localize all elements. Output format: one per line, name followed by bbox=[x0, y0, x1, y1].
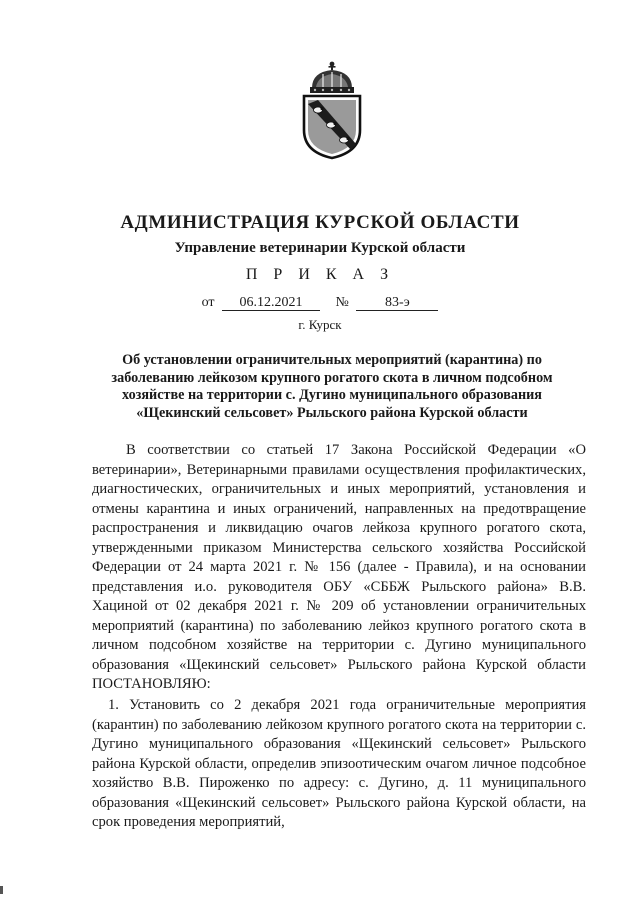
date-prefix: от bbox=[201, 295, 215, 310]
city: г. Курск bbox=[298, 317, 342, 332]
body-paragraph-1: В соответствии со статьей 17 Закона Российской Федерации «О ветеринарии», Ветеринарными правилами осуществления профилактических, диагностических, ограничительных и иных мероприятий, установления и отмены карантина и иных ограничений, направленных на предотвращение распространения и ликвидацию очагов лейкоза крупного рогатого скота, утвержденными приказом Министерства сельского хозяйства Российской Федерации от 24 марта 2021 г. № 156 (далее - Правила), и на основании представления и.о. руководителя ОБУ «СББЖ Рыльского района» В.В. Хациной от 02 декабря 2021 г. № 209 об установлении ограничительных мероприятий (карантина) по заболеванию лейкоз крупного рогатого скота в личном подсобном хозяйстве на территории с. Дугино муниципального образования «Щекинский сельсовет» Рыльского района Курской области ПОСТАНОВЛЯЮ: bbox=[92, 442, 586, 692]
kursk-coat-of-arms bbox=[296, 60, 368, 160]
document-type: П Р И К А З bbox=[245, 266, 395, 283]
body-paragraph-2: 1. Установить со 2 декабря 2021 года ограничительные мероприятия (карантин) по заболеванию лейкозом крупного рогатого скота на территории с. Дугино муниципального образования «Щекинский сельсовет» Рыльского района Курской области, определив эпизоотическим очагом личное подсобное хозяйство В.В. Пироженко по адресу: с. Дугино, д. 11 муниципального образования «Щекинский сельсовет» Рыльского района Курской области, на срок проведения мероприятий, bbox=[92, 697, 586, 830]
scan-edge-mark bbox=[0, 886, 3, 894]
organization-title: АДМИНИСТРАЦИЯ КУРСКОЙ ОБЛАСТИ bbox=[120, 212, 520, 233]
order-line bbox=[0, 295, 640, 311]
order-date: 06.12.2021 bbox=[222, 295, 320, 311]
department-title: Управление ветеринарии Курской области bbox=[174, 240, 466, 256]
order-number: 83-э bbox=[356, 295, 438, 311]
order-subject: Об установлении ограничительных мероприятий (карантина) по заболеванию лейкозом крупного рогатого скота в личном подсобном хозяйстве на территории с. Дугино муниципального образования «Щекинский сельсовет» Рыльского района Курской области bbox=[111, 352, 553, 421]
number-prefix: № bbox=[335, 295, 349, 310]
